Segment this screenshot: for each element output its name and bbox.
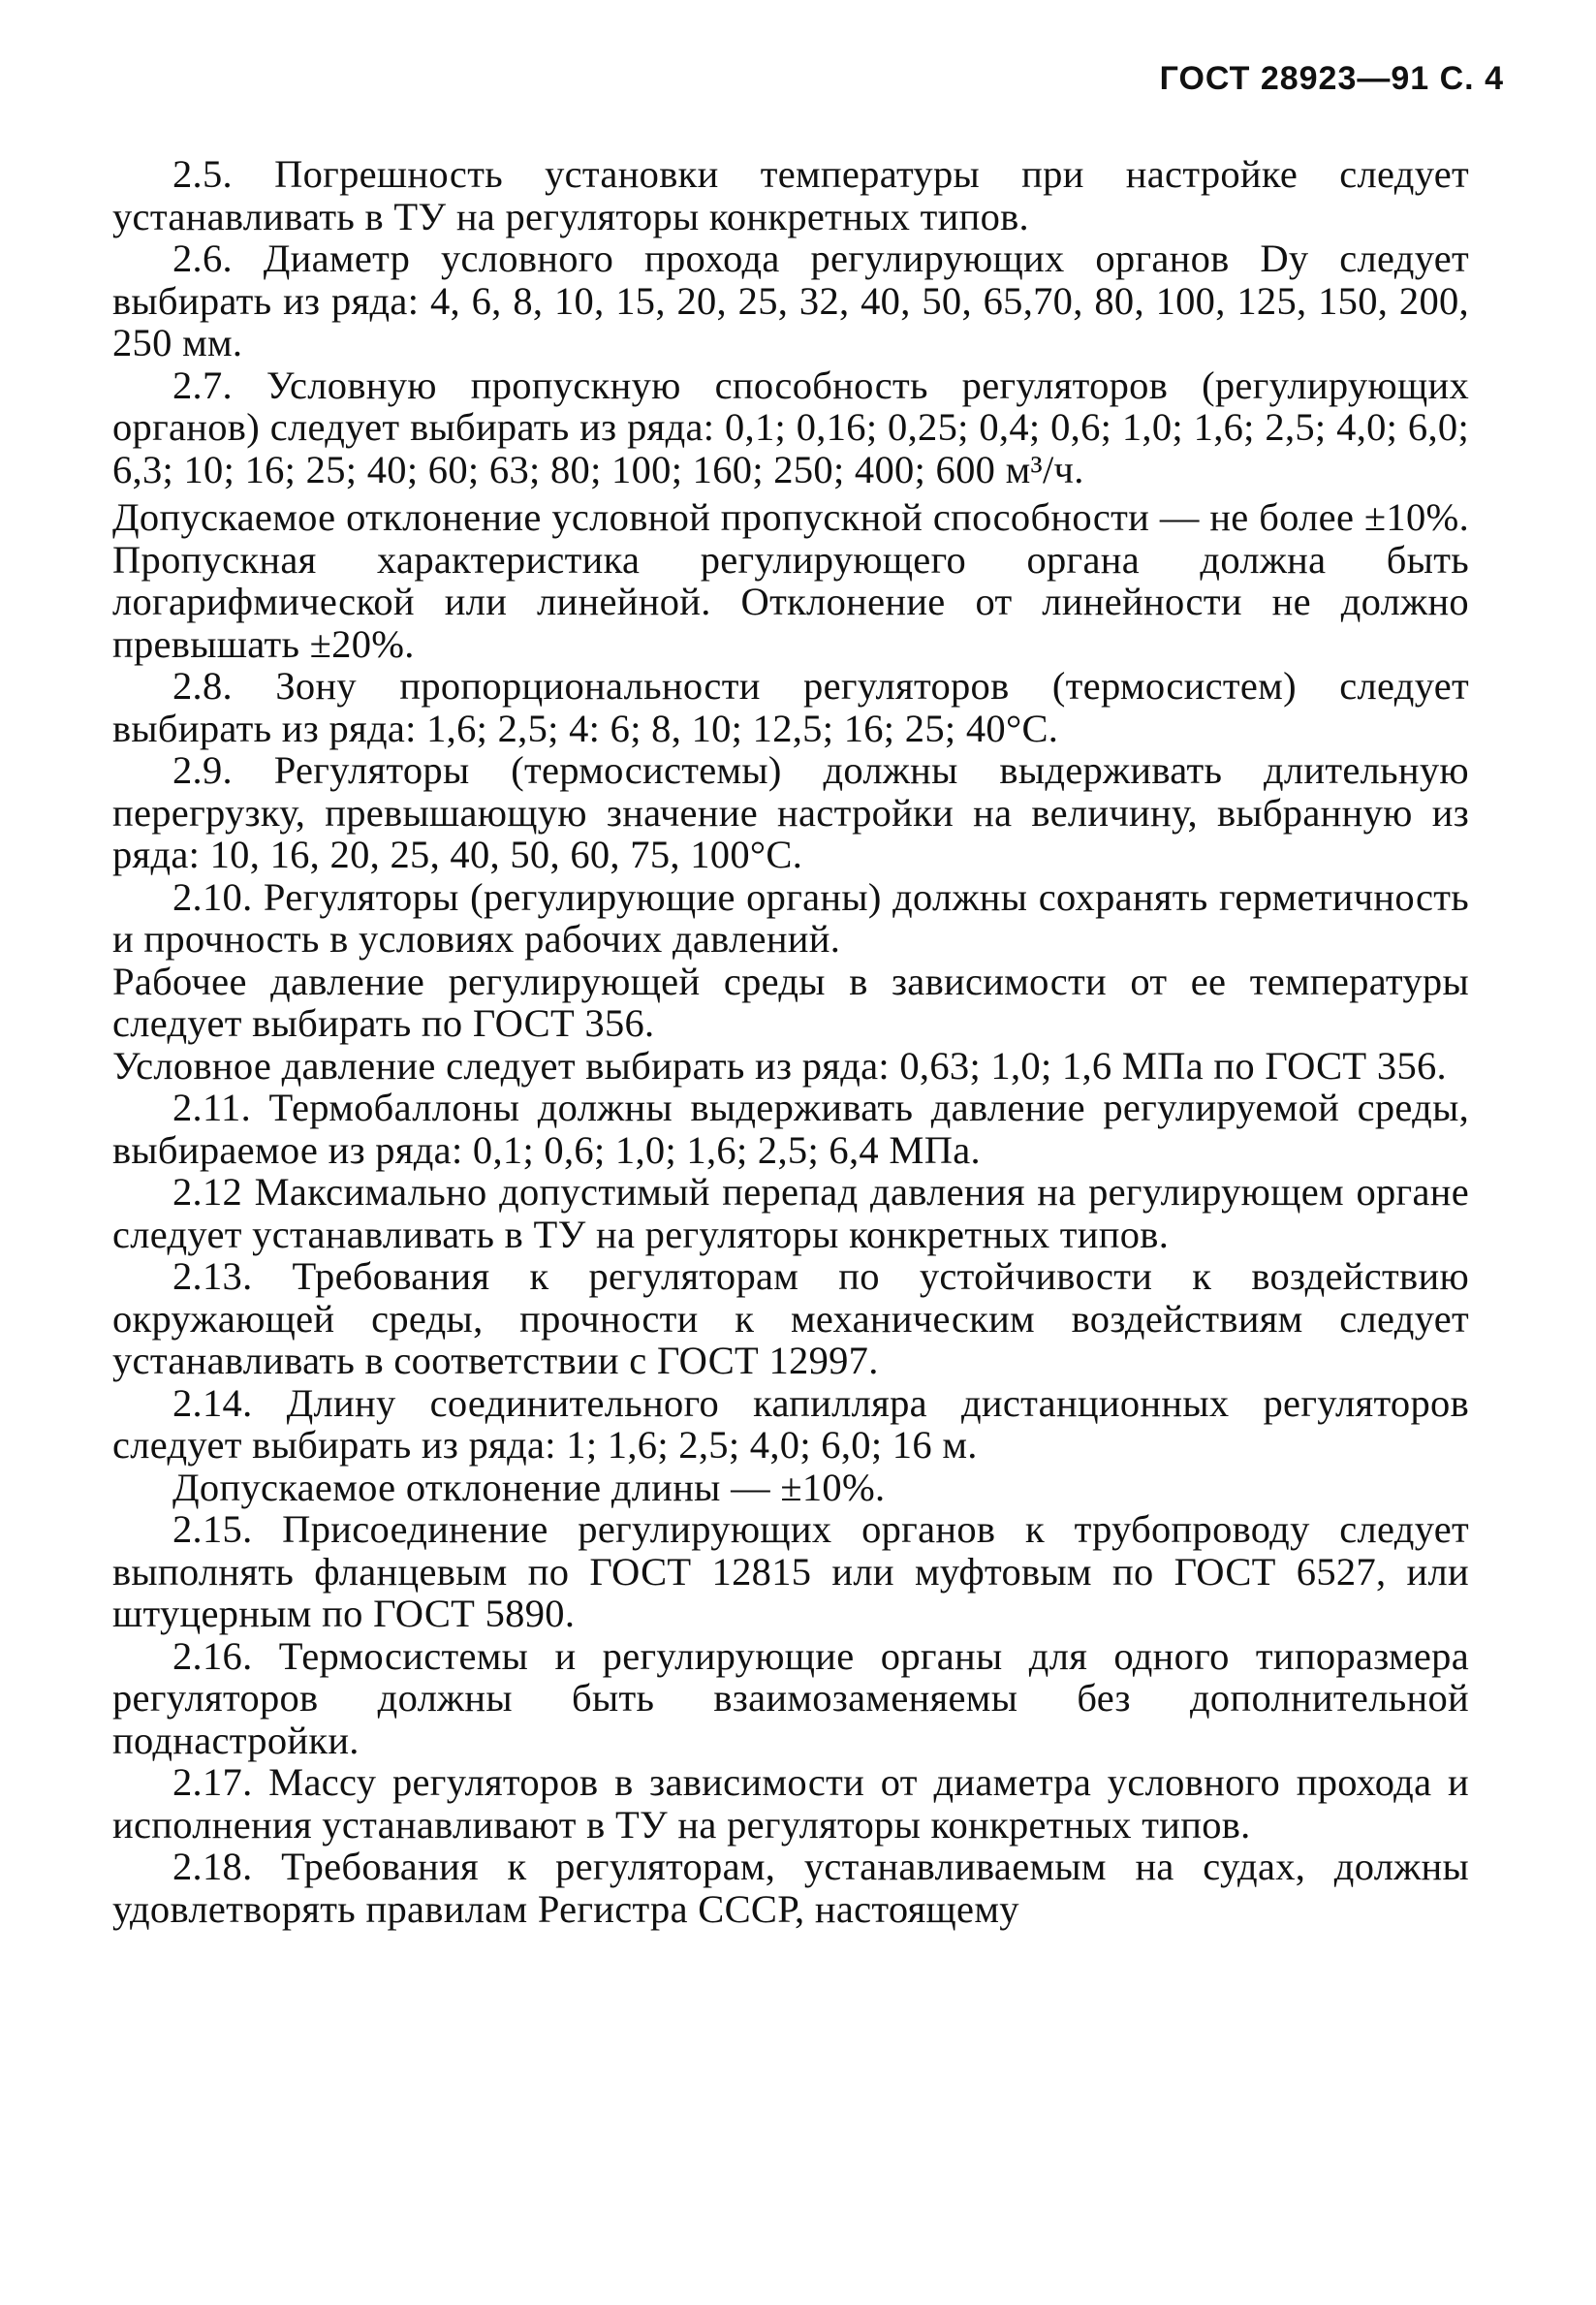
paragraph-nominal-pressure: Условное давление следует выбирать из ряда: 0,63; 1,0; 1,6 МПа по ГОСТ 356. xyxy=(112,1043,1447,1088)
paragraph-2-13: 2.13. Требования к регуляторам по устойчивости к воздействию окружающей среды, прочности к механическим воздействиям следует устанавливать в соответствии с ГОСТ 12997. xyxy=(112,1254,1469,1382)
paragraph-2-5: 2.5. Погрешность установки температуры при настройке следует устанавливать в ТУ на регуляторы конкретных типов. xyxy=(112,152,1469,238)
paragraph-2-6: 2.6. Диаметр условного прохода регулирующих органов Dy следует выбирать из ряда: 4, 6, 8, 10, 15, 20, 25, 32, 40, 50, 65,70, 80, 100, 125, 150, 200, 250 мм. xyxy=(112,237,1469,364)
paragraph-2-12: 2.12 Максимально допустимый перепад давления на регулирующем органе следует устанавливать в ТУ на регуляторы конкретных типов. xyxy=(112,1170,1469,1256)
paragraph-2-15: 2.15. Присоединение регулирующих органов к трубопроводу следует выполнять фланцевым по ГОСТ 12815 или муфтовым по ГОСТ 6527, или штуцерным по ГОСТ 5890. xyxy=(112,1507,1469,1635)
paragraph-2-8: 2.8. Зону пропорциональности регуляторов (термосистем) следует выбирать из ряда: 1,6; 2,5; 4: 6; 8, 10; 12,5; 16; 25; 40°С. xyxy=(112,664,1469,750)
paragraph-length-deviation: Допускаемое отклонение длины — ±10%. xyxy=(172,1465,886,1509)
paragraph-2-17: 2.17. Массу регуляторов в зависимости от диаметра условного прохода и исполнения устанавливают в ТУ на регуляторы конкретных типов. xyxy=(112,1760,1469,1847)
paragraph-2-9: 2.9. Регуляторы (термосистемы) должны выдерживать длительную перегрузку, превышающую значение настройки на величину, выбранную из ряда: 10, 16, 20, 25, 40, 50, 60, 75, 100°С. xyxy=(112,748,1469,876)
paragraph-working-pressure: Рабочее давление регулирующей среды в зависимости от ее температуры следует выбирать по ГОСТ 356. xyxy=(112,959,1469,1045)
paragraph-2-11: 2.11. Термобаллоны должны выдерживать давление регулируемой среды, выбираемое из ряда: 0,1; 0,6; 1,0; 1,6; 2,5; 6,4 МПа. xyxy=(112,1086,1469,1172)
paragraph-2-18: 2.18. Требования к регуляторам, устанавливаемым на судах, должны удовлетворять правилам Регистра СССР, настоящему xyxy=(112,1845,1469,1931)
paragraph-flow-deviation: Допускаемое отклонение условной пропускной способности — не более ±10%. Пропускная характеристика регулирующего органа должна быть логарифмической или линейной. Отклонение от линейности не должно превышать ±20%. xyxy=(112,495,1469,666)
page-header: ГОСТ 28923—91 С. 4 xyxy=(1159,60,1504,97)
paragraph-2-16: 2.16. Термосистемы и регулирующие органы для одного типоразмера регуляторов должны быть взаимозаменяемы без дополнительной поднастройки. xyxy=(112,1633,1469,1762)
document-body xyxy=(112,153,1469,1930)
paragraph-2-14: 2.14. Длину соединительного капилляра дистанционных регуляторов следует выбирать из ряда: 1; 1,6; 2,5; 4,0; 6,0; 16 м. xyxy=(112,1380,1469,1467)
paragraph-2-10: 2.10. Регуляторы (регулирующие органы) должны сохранять герметичность и прочность в условиях рабочих давлений. xyxy=(112,874,1469,961)
paragraph-2-7: 2.7. Условную пропускную способность регуляторов (регулирующих органов) следует выбирать из ряда: 0,1; 0,16; 0,25; 0,4; 0,6; 1,0; 1,6; 2,5; 4,0; 6,0; 6,3; 10; 16; 25; 40; 60; 63; 80; 100; 160; 250; 400; 600 м³/ч. xyxy=(112,363,1469,491)
